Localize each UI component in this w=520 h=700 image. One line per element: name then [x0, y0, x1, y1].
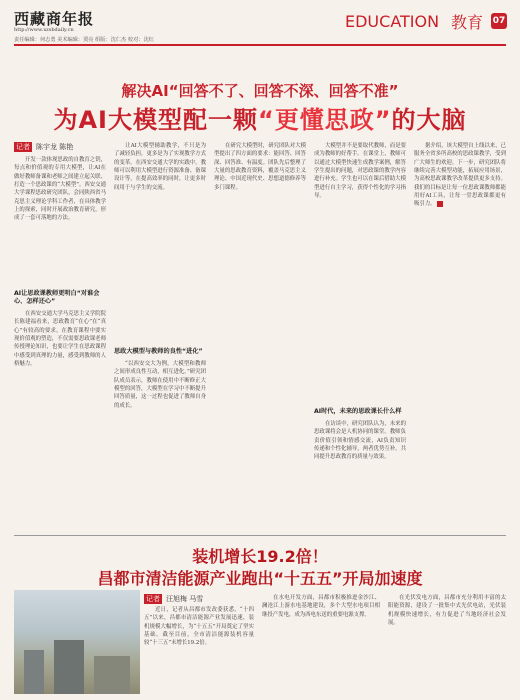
- article2-title-line1: 装机增长19.2倍！: [192, 547, 328, 566]
- article1-subhead-3: AI时代，未来的思政课长什么样: [314, 408, 402, 415]
- paragraph: 在光伏发电方面，昌都市充分利用丰富的太阳能资源，建设了一批集中式光伏电站，光伏装机规模快速增长，有力促进了当地经济社会发展。: [388, 595, 506, 627]
- article1-kicker: 解决AI“回答不了、回答不深、回答不准”: [121, 82, 399, 100]
- article-divider: [14, 535, 506, 536]
- article2-title-line2: 昌都市清洁能源产业跑出“十五五”开局加速度: [97, 569, 423, 588]
- paragraph: 在水电开发方面，昌都市积极推进金沙江、澜沧江上游水电基地建设，多个大型水电项目相继投产发电，成为西电东送的重要电源支撑。: [262, 595, 380, 618]
- article1-column-5: [414, 142, 506, 532]
- article1-column-3: [214, 142, 306, 532]
- paragraph: [414, 142, 506, 209]
- paragraph: 在访谈中，研究团队认为，未来的思政课将会是人机协同的课堂。教师负责价值引领和情感交流，AI负责知识传递和个性化辅导，两者优势互补，共同提升思政教育的质量与效果。: [314, 421, 406, 461]
- article2-column-2: [262, 594, 380, 696]
- article1-subhead-2: 思政大模型与教师的良性“进化”: [114, 348, 203, 355]
- section-name-zh: 教育: [451, 13, 484, 32]
- paragraph: 大模型并不是要取代教师，而是要成为教师的好帮手。在课堂上，教师可以通过大模型快速生成教学案例，解答学生提出的问题，对思政课的教学内容进行补充。学生也可以在课后借助大模型进行自主学习，获得个性化的学习指导。: [314, 143, 406, 200]
- paragraph: 让AI大模型辅助教学，不只是为了减轻负担，更多是为了实现教学方式的变革。在西安交通大学的实践中，教师可以利用大模型进行资源准备、备课设计等，在提高效率的同时，让更多时间用于与学生的交流。: [114, 143, 206, 191]
- end-mark: [437, 201, 443, 207]
- paper-name: 西藏商年报: [14, 10, 95, 28]
- article2-photo: [14, 590, 140, 694]
- article1-column-2: [114, 142, 206, 342]
- article1-column-1b: [14, 310, 106, 532]
- article1-column-4: [314, 142, 406, 402]
- article1-headline: [0, 60, 520, 134]
- paragraph: 开发一款体现思政的自教育之钥，每点和价值观的专用大模型，让AI在做好教师备课和老师之间建立起关联、打造一个思政课的“大模型”。西安交通大学课程思政研究团队，会同陕西省马克思主义理论学科工作者，在具体教学上的探索，同时开展政治教育研究，形成了一套可落地的方法。: [14, 157, 106, 222]
- page-number: 07: [491, 13, 507, 29]
- article2-headline: [14, 538, 506, 588]
- editor-credits: 责任编辑：何志勇 美术编辑：贾亮 组版：沈仁杰 校对：沈红: [14, 37, 154, 43]
- article1-title: [0, 100, 520, 135]
- title-pre: 为AI大模型配一颗: [53, 106, 258, 134]
- article1-subhead-1: AI让思政课教师更明白“对谁会心、怎样还心”: [14, 290, 100, 305]
- section-header: [345, 10, 507, 32]
- byline-tag: 记者: [16, 143, 30, 151]
- section-name-en: EDUCATION: [345, 12, 440, 31]
- paragraph-text: 据介绍，该大模型自上线以来，已服务全省多所高校的思政课教学，受到广大师生的欢迎。下一步，研究团队将继续完善大模型功能，拓展应用场景，为高校思政课教学改革提供更多支持。我们的目标是让每一位思政课教师都能用好AI工具，让每一堂思政课都更有吸引力。: [414, 143, 506, 208]
- byline-names: 汪旭梅 马雪: [166, 595, 204, 603]
- title-post: 的大脑: [391, 106, 467, 134]
- article2-column-3: [388, 594, 506, 696]
- top-rule: [14, 44, 506, 46]
- article1-column-4b: [314, 420, 406, 532]
- byline-names: 陈宇龙 陈艳: [36, 143, 74, 151]
- article1-column-2b: [114, 360, 206, 532]
- article2-column-1: [144, 606, 254, 696]
- paragraph: “以西安交大为例，大模型和教师之间形成良性互动，相互进化。”研究团队成员表示，教师在使用中不断修正大模型的回答，大模型在学习中不断提升回答质量，这一过程也促进了教师自身的成长。: [114, 361, 206, 409]
- paragraph: 近日，记者从昌都市发改委获悉，“十四五”以来，昌都市清洁能源产业发展迅速，装机规模大幅增长，为“十五五”开局奠定了坚实基础。截至目前，全市清洁能源装机容量较“十三五”末增长19.2倍。: [144, 607, 254, 647]
- byline-tag: 记者: [146, 595, 160, 603]
- paragraph: 在研究大模型时，研究团队对大模型提出了四方面的要求：能回答、回答深、回答准、有温度。团队先后整理了大量的思政教育资料，覆盖马克思主义理论、中国近现代史、思想道德修养等多门课程。: [214, 143, 306, 191]
- paper-url[interactable]: http://www.xzsbdaily.cn: [14, 27, 74, 33]
- article2-byline: [144, 594, 203, 604]
- paragraph: 在西安交通大学马克思主义学院院长陈建福看来，思政教育“在心”在“真心”有较高的要求。在教育课程中要实现价值观的塑造，不仅需要思政课老师传授理论知识，也要让学生在思政课程中感受到真理的力量，感受到教师的人格魅力。: [14, 311, 106, 368]
- article1-byline: [14, 142, 73, 152]
- title-highlight: “更懂思政”: [257, 106, 392, 134]
- article1-column-1: [14, 156, 106, 286]
